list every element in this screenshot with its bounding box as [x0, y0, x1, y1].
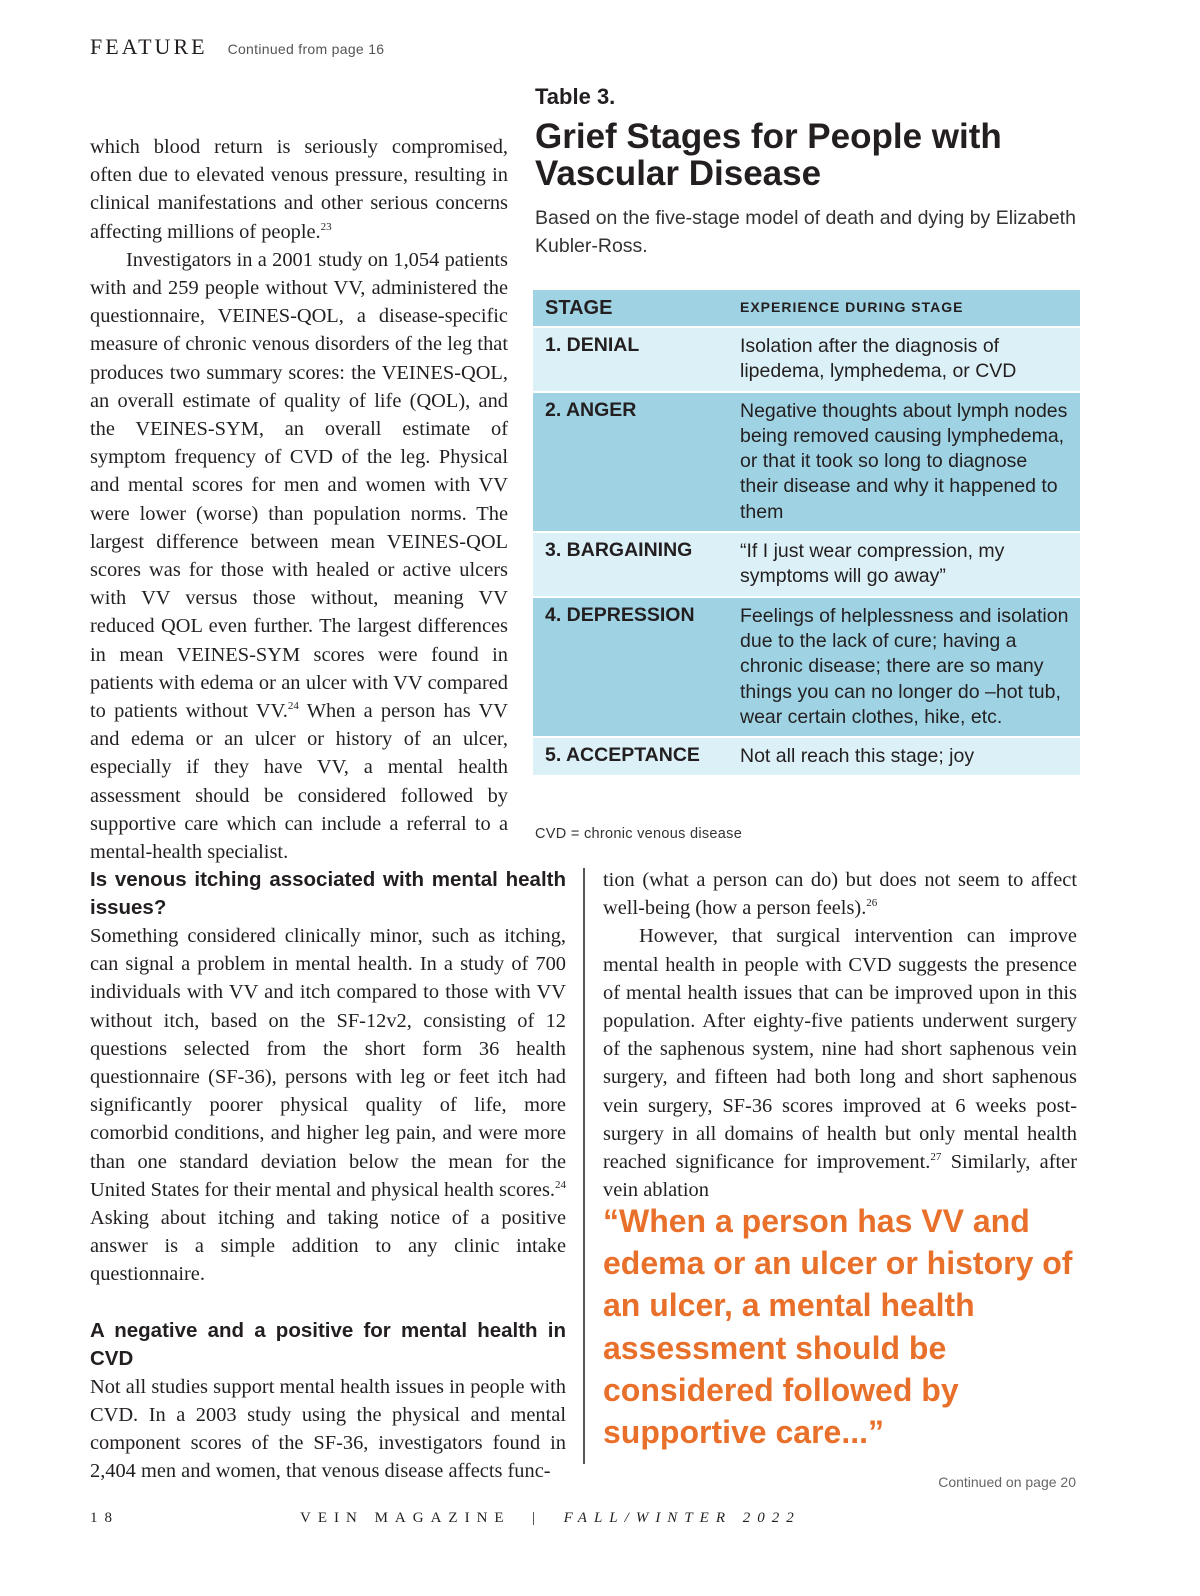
reference-number: 27 — [930, 1151, 942, 1164]
column-header-stage: STAGE — [545, 296, 613, 319]
reference-number: 23 — [320, 220, 332, 233]
experience-cell: Not all reach this stage; joy — [740, 745, 975, 768]
subheading-negative-positive: A negative and a positive for mental health in CVD — [90, 1318, 566, 1370]
table-row — [533, 328, 1080, 393]
stage-cell: 3. BARGAINING — [545, 539, 693, 562]
table-row — [533, 393, 1080, 533]
table-row — [533, 533, 1080, 598]
continued-on-note: Continued on page 20 — [938, 1474, 1076, 1490]
table-subtitle: Based on the five-stage model of death and dying by Elizabeth Kubler-Ross. — [535, 207, 1076, 257]
magazine-name: VEIN MAGAZINE — [300, 1510, 511, 1526]
reference-number: 26 — [866, 897, 878, 910]
left-column-lower — [90, 866, 566, 1485]
experience-cell: Isolation after the diagnosis of lipedema, lymphedema, or CVD — [740, 335, 1017, 383]
left-column-upper — [90, 133, 508, 866]
footer-separator: | — [532, 1510, 543, 1526]
experience-cell: “If I just wear compression, my symptoms will go away” — [740, 540, 1005, 588]
column-header-experience: EXPERIENCE DURING STAGE — [740, 299, 964, 316]
table-title: Grief Stages for People with Vascular Disease — [535, 117, 1002, 193]
paragraph: Not all studies support mental health issues in people with CVD. In a 2003 study using the physical and mental component scores of the SF-36, investigators found in 2,404 men and women, that venous disease affects func- — [90, 1375, 566, 1483]
stage-cell: 2. ANGER — [545, 398, 637, 421]
stage-cell: 5. ACCEPTANCE — [545, 744, 700, 767]
paragraph: Something considered clinically minor, such as itching, can signal a problem in mental health. In a study of 700 individuals with VV and itch compared to those with VV without itch, based on the SF-12v2, consisting of 12 questions selected from the short form 36 health questionnaire (SF-36), persons with leg or feet itch had significantly poorer physical quality of life, more comorbid conditions, and higher leg pain, and were more than one standard deviation below the mean for the United States for their mental and physical health scores.$^{24}$ Asking about itching and taking notice of a positive answer is a simple addition to any clinic intake questionnaire. — [90, 925, 566, 1286]
reference-number: 24 — [555, 1178, 566, 1191]
table-row — [533, 598, 1080, 738]
table-label: Table 3. — [535, 84, 616, 109]
paragraph: Investigators in a 2001 study on 1,054 patients with and 259 people without VV, administered the questionnaire, VEINES-QOL, a disease-specific measure of chronic venous disorders of the leg that produces two summary scores: the VEINES-QOL, an overall estimate of quality of life (QOL), and the VEINES-SYM, an overall estimate of symptom frequency of CVD of the leg. Physical and mental scores for men and women with VV were lower (worse) than population norms. The largest difference between mean VEINES-QOL scores was for those with healed or active ulcers with VV versus those without, meaning VV reduced QOL even further. The largest differences in mean VEINES-SYM scores were found in patients with edema or an ulcer with VV compared to patients without VV.$^{24}$ When a person has VV and edema or an ulcer or history of an ulcer, especially if they have VV, a mental health assessment should be considered followed by supportive care which can include a referral to a mental-health specialist. — [90, 248, 508, 864]
paragraph: which blood return is seriously compromised, often due to elevated venous pressure, resulting in clinical manifestations and other serious concerns affecting millions of people.$^{23}$ — [90, 136, 508, 243]
paragraph: However, that surgical intervention can improve mental health in people with CVD suggests the presence of mental health issues that can be improved upon in this population. After eighty-five patients underwent surgery of the saphenous system, nine had short saphenous vein surgery, and fifteen had both long and short saphenous vein surgery, SF-36 scores improved at 6 weeks post-surgery in all domains of health but only mental health reached significance for improvement.$^{27}$ Similarly, after vein ablation — [603, 925, 1078, 1202]
magazine-issue — [300, 1510, 801, 1527]
section-label: FEATURE — [90, 34, 208, 59]
table-header-row — [533, 290, 1080, 328]
experience-cell: Negative thoughts about lymph nodes being removed causing lymphedema, or that it took so long to diagnose their disease and why it happened to them — [740, 399, 1068, 523]
issue-label: FALL/WINTER 2022 — [563, 1510, 801, 1526]
grief-stages-table — [533, 290, 1080, 777]
table-footnote: CVD = chronic venous disease — [535, 826, 743, 842]
stage-cell: 1. DENIAL — [545, 334, 640, 356]
stage-cell: 4. DEPRESSION — [545, 603, 695, 626]
subheading-itching: Is venous itching associated with mental health issues? — [90, 868, 566, 919]
experience-cell: Feelings of helplessness and isolation due to the lack of cure; having a chronic disease; there are so many things you can no longer do –hot tub, wear certain clothes, hike, etc. — [740, 604, 1069, 728]
paragraph: tion (what a person can do) but does not seem to affect well-being (how a person feels).$^{26}$ — [603, 869, 1077, 920]
column-divider — [583, 868, 585, 1464]
table-row — [533, 738, 1080, 777]
reference-number: 24 — [287, 700, 299, 713]
page-number: 18 — [90, 1510, 119, 1526]
pull-quote: “When a person has VV and edema or an ulcer or history of an ulcer, a mental health assessment should be considered followed by supportive care...” — [603, 1203, 1073, 1451]
right-column-lower — [603, 866, 1077, 1204]
running-header — [90, 34, 384, 60]
continued-from-note: Continued from page 16 — [227, 41, 385, 57]
